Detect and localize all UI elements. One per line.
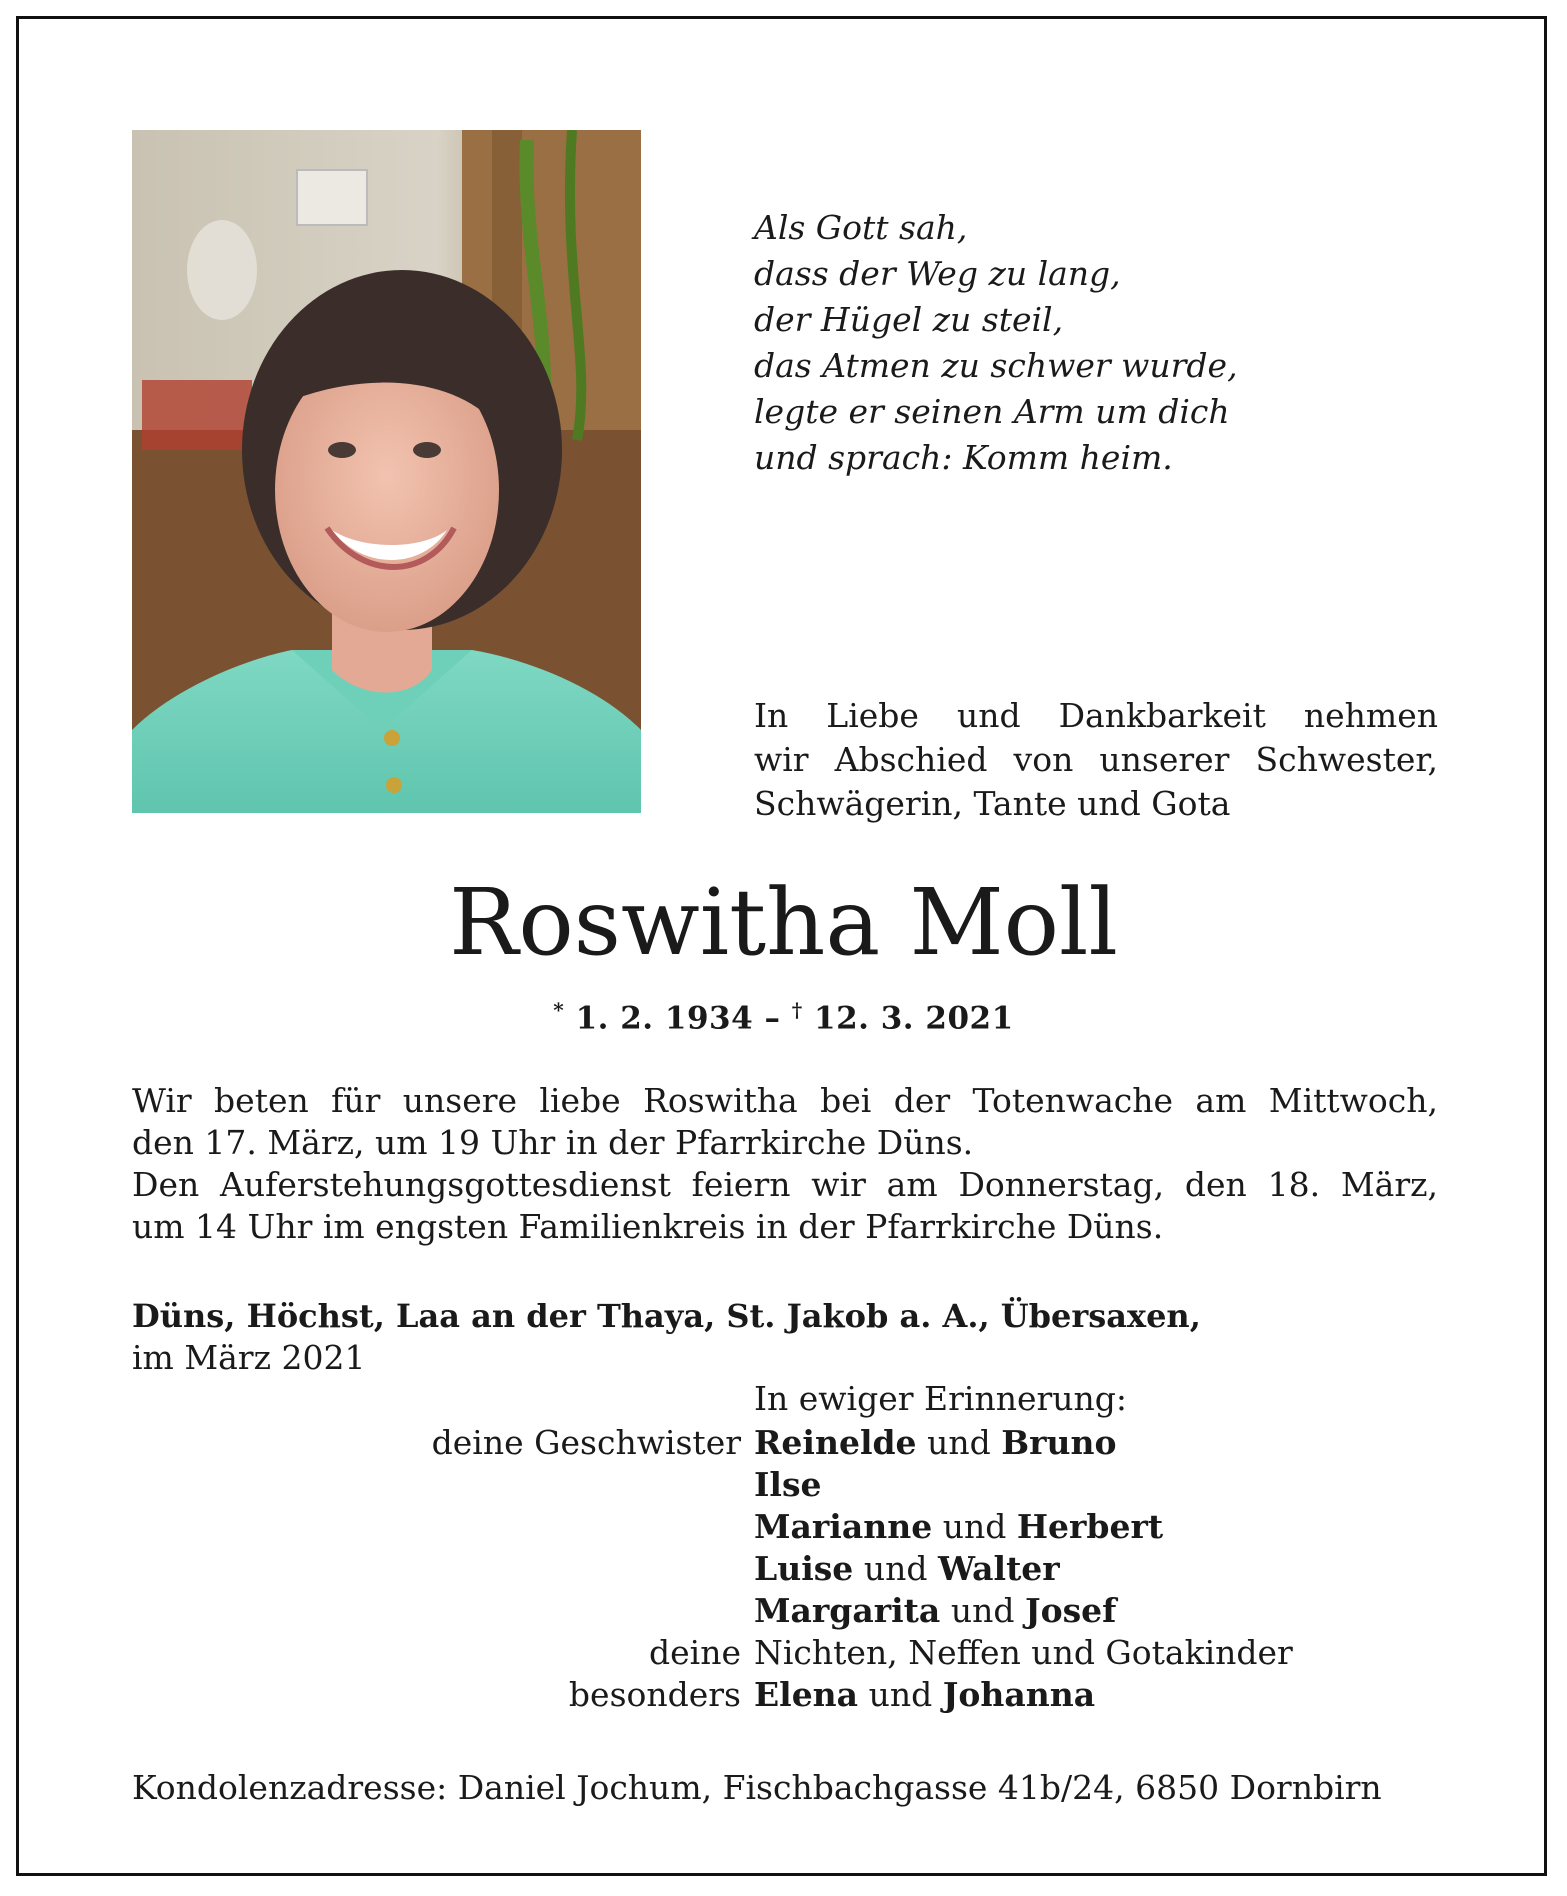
mourner-joiner: und xyxy=(868,1675,933,1714)
mourner-name: Reinelde xyxy=(754,1423,917,1462)
deceased-name: Roswitha Moll xyxy=(449,869,1118,976)
death-symbol: † xyxy=(791,998,803,1022)
service-line: um 14 Uhr im engsten Familienkreis in der Pfarrkirche Düns. xyxy=(132,1207,1164,1246)
mourner-row xyxy=(0,1548,1567,1590)
mourner-label: deine xyxy=(649,1633,741,1672)
intro-line: wir Abschied von unserer Schwester, xyxy=(754,740,1438,779)
condolence-address: Kondolenzadresse: Daniel Jochum, Fischbachgasse 41b/24, 6850 Dornbirn xyxy=(132,1768,1382,1807)
place-date: im März 2021 xyxy=(132,1338,366,1377)
mourner-joiner: und xyxy=(863,1549,928,1588)
intro-line: In Liebe und Dankbarkeit nehmen xyxy=(754,696,1438,735)
birth-date: 1. 2. 1934 xyxy=(575,1000,754,1037)
date-separator: – xyxy=(764,1000,781,1037)
poem-line: der Hügel zu steil, xyxy=(754,300,1064,339)
poem-line: Als Gott sah, xyxy=(754,208,968,247)
poem-line: dass der Weg zu lang, xyxy=(754,254,1121,293)
birth-symbol: * xyxy=(553,998,565,1022)
mourner-name: Luise xyxy=(754,1549,854,1588)
service-details xyxy=(132,1080,1438,1248)
mourner-group: Nichten, Neffen und Gotakinder xyxy=(754,1633,1293,1672)
service-line: den 17. März, um 19 Uhr in der Pfarrkirche Düns. xyxy=(132,1123,974,1162)
mourner-name: Bruno xyxy=(1001,1423,1117,1462)
mourner-joiner: und xyxy=(942,1507,1007,1546)
mourner-name: Josef xyxy=(1024,1591,1117,1630)
intro-text xyxy=(754,694,1438,826)
service-line: Den Auferstehungsgottesdienst feiern wir am Donnerstag, den 18. März, xyxy=(132,1165,1438,1204)
mourner-name: Herbert xyxy=(1016,1507,1164,1546)
life-dates xyxy=(0,998,1567,1036)
portrait-photo xyxy=(132,130,641,813)
mourner-row xyxy=(0,1632,1567,1674)
mourner-name: Ilse xyxy=(754,1465,822,1504)
intro-line: Schwägerin, Tante und Gota xyxy=(754,784,1231,823)
mourner-joiner: und xyxy=(927,1423,991,1462)
poem-line: das Atmen zu schwer wurde, xyxy=(754,346,1238,385)
mourner-row xyxy=(0,1464,1567,1506)
mourner-row xyxy=(0,1506,1567,1548)
mourner-name: Marianne xyxy=(754,1507,933,1546)
poem-line: legte er seinen Arm um dich xyxy=(754,392,1230,431)
mourner-name: Margarita xyxy=(754,1591,941,1630)
poem xyxy=(754,205,1238,481)
memory-heading: In ewiger Erinnerung: xyxy=(754,1379,1128,1418)
places: Düns, Höchst, Laa an der Thaya, St. Jakob a. A., Übersaxen, xyxy=(132,1297,1201,1335)
service-line: Wir beten für unsere liebe Roswitha bei der Totenwache am Mittwoch, xyxy=(132,1081,1438,1120)
mourner-row xyxy=(0,1422,1567,1464)
mourner-name: Johanna xyxy=(942,1675,1096,1714)
mourner-label: besonders xyxy=(568,1675,741,1714)
death-date: 12. 3. 2021 xyxy=(814,1000,1014,1037)
mourner-joiner: und xyxy=(950,1591,1015,1630)
mourner-name: Elena xyxy=(754,1675,859,1714)
mourner-label: deine Geschwister xyxy=(431,1423,741,1462)
poem-line: und sprach: Komm heim. xyxy=(754,438,1173,477)
mourner-name: Walter xyxy=(937,1549,1060,1588)
mourner-row xyxy=(0,1674,1567,1716)
mourner-row xyxy=(0,1590,1567,1632)
